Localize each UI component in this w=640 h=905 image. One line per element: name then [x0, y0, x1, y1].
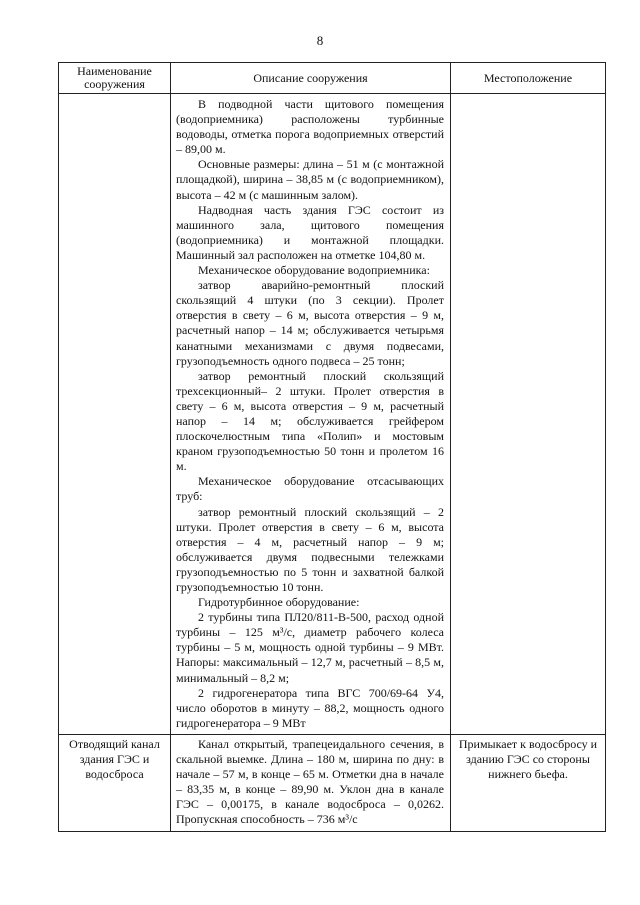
structures-table: [58, 62, 606, 832]
description-paragraph: 2 гидрогенератора типа ВГС 700/69-64 У4, число оборотов в минуту – 88,2, мощность одного гидрогенератора – 9 МВт: [176, 685, 444, 730]
description-paragraph: затвор ремонтный плоский скользящий трехсекционный– 2 штуки. Пролет отверстия в свету – 6 м, высота отверстия – 9 м, расчетный напор – 14 м; обслуживается грейфером плоскочелюстным типа «Полип» и мостовым краном грузоподъемностью 50 тонн и пролетом 16 м.: [176, 368, 444, 474]
row2-location-cell: Примыкает к водосбросу и зданию ГЭС со стороны нижнего бьефа.: [451, 734, 606, 831]
header-location: Местоположение: [451, 63, 606, 94]
row1-location-cell: [451, 94, 606, 735]
description-paragraph: Механическое оборудование водоприемника:: [198, 263, 430, 278]
row2-name-cell: Отводящий канал здания ГЭС и водосброса: [59, 734, 171, 831]
description-paragraph: затвор аварийно-ремонтный плоский скользящий 4 штуки (по 3 секции). Пролет отверстия в свету – 6 м, высота отверстия – 9 м, расчетный напор – 14 м; обслуживается четырьмя канатными механизмами с двумя подвесами, грузоподъемность одного подвеса – 25 тонн;: [176, 278, 444, 368]
description-paragraph: В подводной части щитового помещения (водоприемника) расположены турбинные водоводы, отметка порога водоприемных отверстий – 89,00 м.: [176, 97, 444, 157]
description-paragraph: Канал открытый, трапецеидального сечения, в скальной выемке. Длина – 180 м, ширина по дну: в начале – 57 м, в конце – 65 м. Отметки дна в начале – 83,35 м, в конце – 89,90 м. Уклон дна в канале ГЭС – 0,00175, в канале водосброса – 0,0262. Пропускная способность – 736 м³/с: [176, 736, 444, 827]
header-name: Наименование сооружения: [59, 63, 171, 94]
page-number: 8: [316, 33, 324, 48]
header-description: Описание сооружения: [171, 63, 451, 94]
description-paragraph: Гидротурбинное оборудование:: [198, 595, 360, 610]
description-paragraph: 2 турбины типа ПЛ20/811-В-500, расход одной турбины – 125 м³/с, диаметр рабочего колеса турбины – 5 м, мощность одной турбины – 9 МВт. Напоры: максимальный – 12,7 м, расчетный – 8,5 м, минимальный – 8,2 м;: [176, 610, 444, 685]
description-paragraph: Надводная часть здания ГЭС состоит из машинного зала, щитового помещения (водоприемника) и монтажной площадки. Машинный зал расположен на отметке 104,80 м.: [176, 202, 444, 262]
row1-name-cell: [59, 94, 171, 735]
table-header-row: [59, 63, 606, 94]
row2-description-cell: [171, 734, 451, 831]
row1-description-cell: [171, 94, 451, 735]
description-paragraph: Основные размеры: длина – 51 м (с монтажной площадкой), ширина – 38,85 м (с водоприемником), высота – 42 м (с машинным залом).: [176, 157, 444, 202]
description-paragraph: затвор ремонтный плоский скользящий – 2 штуки. Пролет отверстия в свету – 6 м, высота отверстия – 4 м, расчетный напор – 9 м; обслуживается двумя подвесными тележками грузоподъемностью по 5 тонн и захватной балкой грузоподъемностью 10 тонн.: [176, 504, 444, 594]
table-row: [59, 734, 606, 831]
description-paragraph: Механическое оборудование отсасывающих труб:: [176, 474, 444, 504]
table-row: [59, 94, 606, 735]
